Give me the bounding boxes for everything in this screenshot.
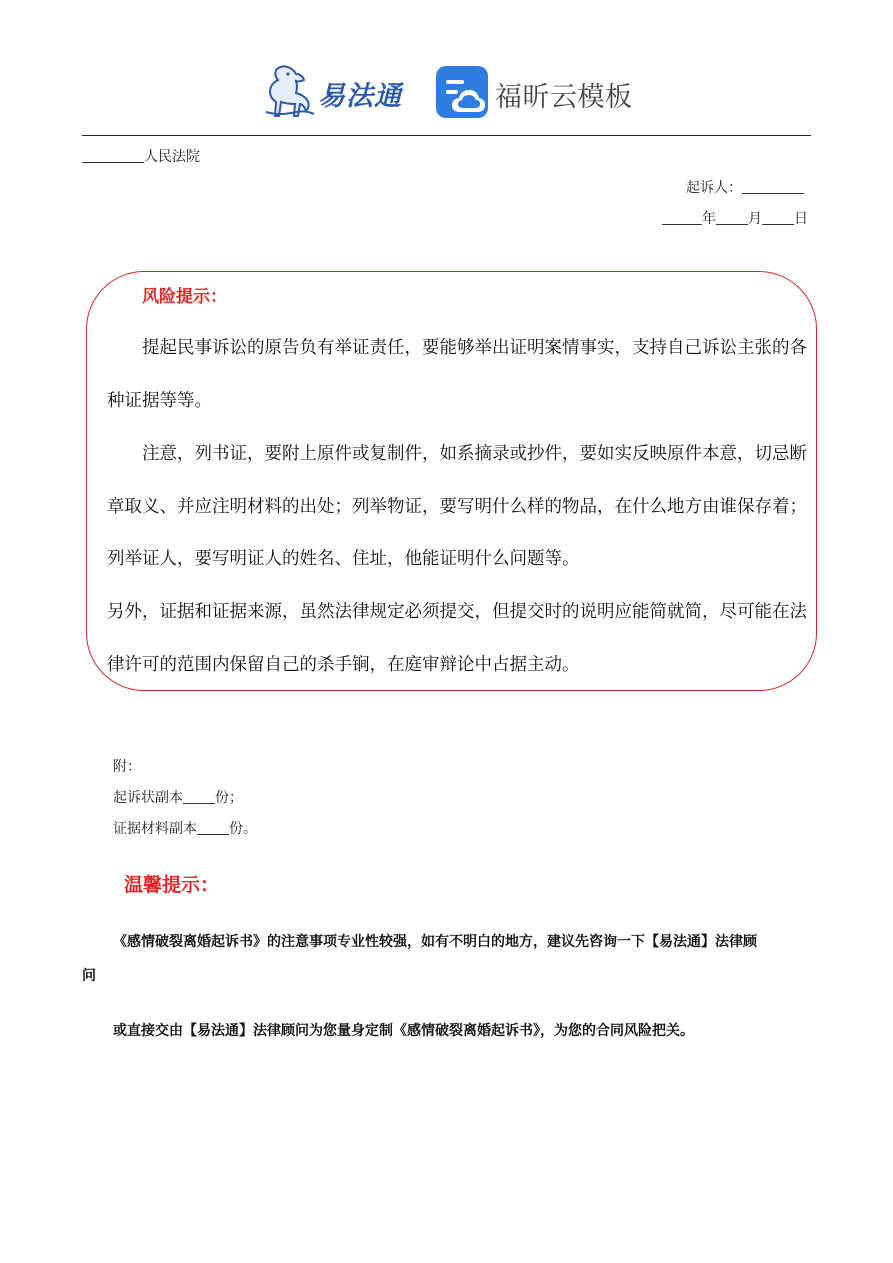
attachment-item-label: 起诉状副本 — [113, 790, 183, 806]
year-blank[interactable] — [662, 210, 702, 225]
year-label: 年 — [702, 211, 716, 227]
copies-blank[interactable] — [183, 789, 215, 804]
risk-title: 风险提示： — [142, 287, 227, 307]
attachment-item-complaint — [113, 787, 243, 807]
risk-line: 列举证人，要写明证人的姓名、住址，他能证明什么问题等。 — [107, 549, 580, 569]
court-label: 人民法院 — [144, 149, 200, 165]
risk-line: 种证据等等。 — [107, 391, 212, 411]
header-divider — [82, 135, 811, 136]
attachment-item-suffix: 份； — [215, 790, 243, 806]
warm-tips-line: 或直接交由【易法通】法律顾问为您量身定制《感情破裂离婚起诉书》，为您的合同风险把关。 — [113, 1023, 694, 1039]
risk-line: 另外，证据和证据来源，虽然法律规定必须提交，但提交时的说明应能简就简，尽可能在法 — [107, 602, 807, 622]
warm-tips-title: 温馨提示： — [124, 874, 220, 896]
fuxin-logo — [436, 66, 636, 118]
day-blank[interactable] — [762, 210, 794, 225]
risk-line: 提起民事诉讼的原告负有举证责任，要能够举出证明案情事实，支持自己诉讼主张的各 — [142, 338, 807, 358]
month-label: 月 — [748, 211, 762, 227]
qilin-icon — [262, 62, 318, 120]
court-line — [82, 146, 200, 166]
risk-line: 章取义、并应注明材料的出处；列举物证，要写明什么样的物品，在什么地方由谁保存着； — [107, 497, 807, 517]
attachment-item-label: 证据材料副本 — [113, 821, 197, 837]
court-blank[interactable] — [82, 148, 144, 163]
date-line — [662, 208, 808, 228]
attachment-item-suffix: 份。 — [229, 821, 257, 837]
risk-line: 注意，列书证，要附上原件或复制件，如系摘录或抄件，要如实反映原件本意，切忌断 — [142, 444, 807, 464]
attachments-heading: 附： — [113, 759, 141, 775]
attachment-item-evidence — [113, 818, 257, 838]
plaintiff-label: 起诉人： — [686, 180, 742, 196]
day-label: 日 — [794, 211, 808, 227]
fuxin-cloud-icon — [436, 66, 488, 118]
month-blank[interactable] — [716, 210, 748, 225]
yifatong-logo — [262, 62, 412, 120]
copies-blank[interactable] — [197, 820, 229, 835]
warm-tips-line-wrap: 问 — [82, 968, 96, 984]
plaintiff-line — [686, 177, 804, 197]
plaintiff-blank[interactable] — [742, 179, 804, 194]
fuxin-logo-text: 福昕云模板 — [495, 82, 633, 113]
yifatong-logo-text: 易法通 — [318, 81, 402, 112]
warm-tips-line: 《感情破裂离婚起诉书》的注意事项专业性较强，如有不明白的地方，建议先咨询一下【易法通】法律顾 — [113, 934, 757, 950]
risk-line: 律许可的范围内保留自己的杀手锏，在庭审辩论中占据主动。 — [107, 655, 580, 675]
